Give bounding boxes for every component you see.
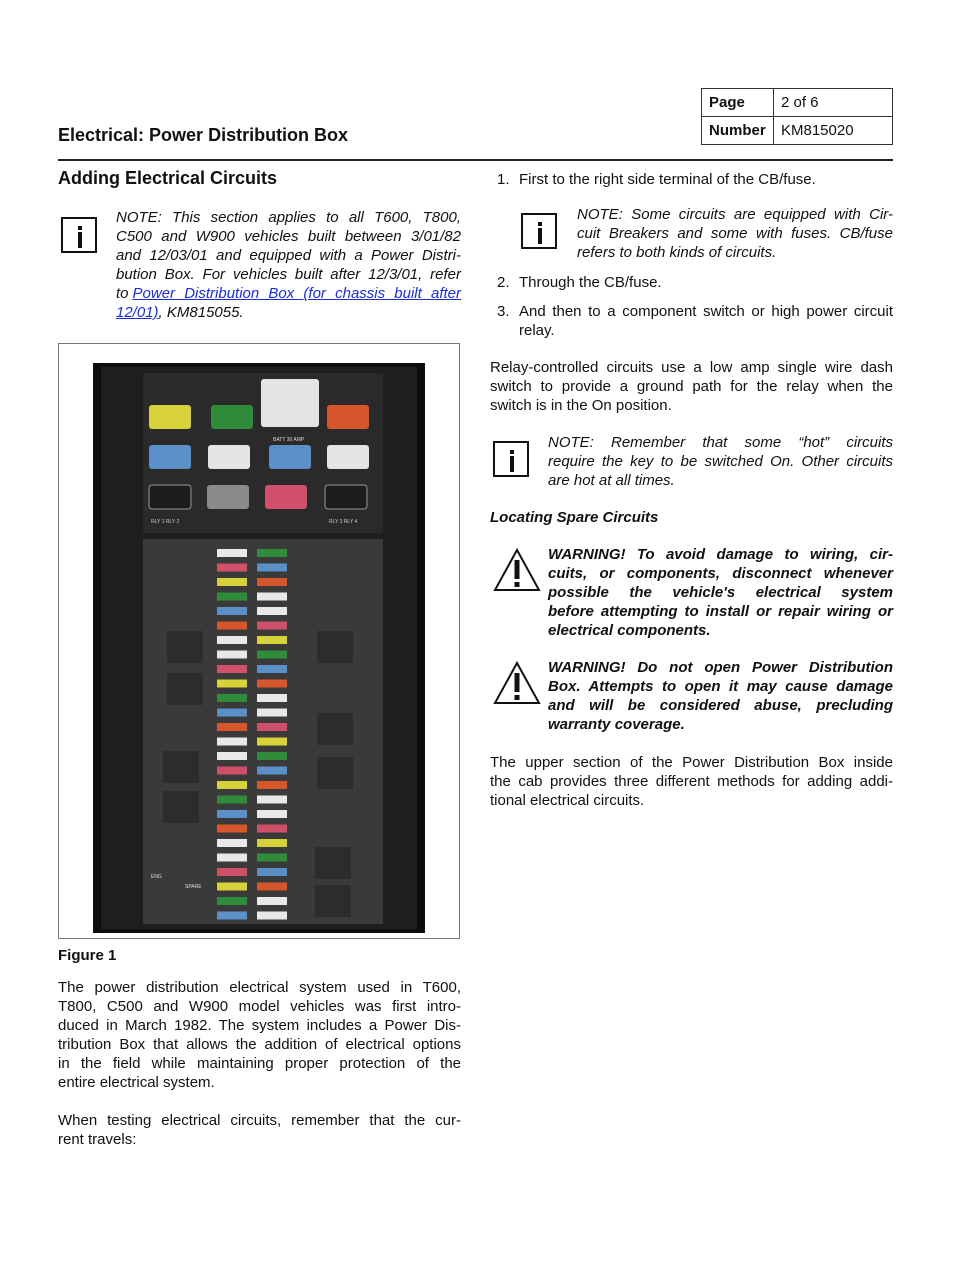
warning-line: WARNING! Do not open Power Distribution — [548, 659, 893, 676]
fuse — [217, 564, 247, 572]
page-label: Page — [702, 89, 774, 117]
fuse-box-photo — [93, 363, 425, 933]
fuse — [257, 738, 287, 746]
fuse — [257, 578, 287, 586]
fuse — [217, 549, 247, 557]
note-line: NOTE: This section applies to all T600, T800, — [116, 209, 461, 226]
fuse — [217, 607, 247, 615]
para-line: The upper section of the Power Distribution Box inside — [490, 754, 893, 771]
note-line: cuit Breakers and some with fuses. CB/fuse — [577, 225, 893, 242]
fuse — [257, 897, 287, 905]
connector-white-large — [261, 379, 319, 427]
warning-line: Box. Attempts to open it may cause damage — [548, 678, 893, 695]
number-label: Number — [702, 117, 774, 145]
note-line: bution Box. For vehicles built after 12/3/01, refer — [116, 266, 461, 283]
fuse — [217, 912, 247, 920]
connector-grey — [207, 485, 249, 509]
fuse — [257, 868, 287, 876]
fuse — [217, 622, 247, 630]
list-text: Through the CB/fuse. — [519, 274, 662, 291]
relay-paragraph — [490, 358, 893, 415]
relay — [317, 757, 353, 789]
warning-icon — [493, 548, 541, 592]
fuse — [217, 578, 247, 586]
intro-paragraph — [58, 978, 461, 1092]
connector-black-2 — [325, 485, 367, 509]
testing-paragraph — [58, 1111, 461, 1149]
connector-pink — [265, 485, 307, 509]
para-line: rent travels: — [58, 1131, 137, 1148]
para-line: in the field while maintaining proper protection of the — [58, 1055, 461, 1072]
photo-label-rly12: RLY 1 RLY 2 — [151, 519, 180, 525]
info-icon — [521, 213, 557, 249]
para-line: The power distribution electrical system used in T600, — [58, 979, 461, 996]
section-heading: Adding Electrical Circuits — [58, 168, 278, 188]
para-line: tional electrical circuits. — [490, 792, 645, 809]
list-text: And then to a component switch or high power circuit — [519, 303, 893, 320]
fuse — [257, 622, 287, 630]
page-info-table — [701, 88, 893, 145]
warning-line: cuits, or components, disconnect whenever — [548, 565, 893, 582]
para-line: switch to provide a ground path for the relay when the — [490, 378, 893, 395]
list-number: 1. — [497, 171, 510, 188]
fuse — [217, 796, 247, 804]
number-value: KM815020 — [774, 117, 893, 145]
para-line: Relay-controlled circuits use a low amp single wire dash — [490, 359, 893, 376]
connector-green — [211, 405, 253, 429]
fuse — [257, 694, 287, 702]
fuse — [257, 781, 287, 789]
connector-white-2 — [327, 445, 369, 469]
para-line: switch is in the On position. — [490, 397, 672, 414]
relay — [167, 673, 203, 705]
fuse — [257, 723, 287, 731]
fuse — [217, 868, 247, 876]
photo-label-batt: BATT 30 AMP — [273, 437, 305, 443]
connector-black-1 — [149, 485, 191, 509]
fuse — [217, 839, 247, 847]
note-line: are hot at all times. — [548, 472, 675, 489]
fuse — [257, 854, 287, 862]
warning-line: before attempting to install or repair wiring or — [548, 603, 893, 620]
note-cb-fuse — [577, 205, 893, 262]
list-text: First to the right side terminal of the CB/fuse. — [519, 171, 816, 188]
warning-line: WARNING! To avoid damage to wiring, cir- — [548, 546, 893, 563]
fuse — [217, 738, 247, 746]
fuse — [257, 665, 287, 673]
connector-white-1 — [208, 445, 250, 469]
note-line: require the key to be switched On. Other circuits — [548, 453, 893, 470]
para-line: T800, C500 and W900 model vehicles was first intro- — [58, 998, 461, 1015]
fuse — [217, 752, 247, 760]
fuse — [217, 709, 247, 717]
fuse — [217, 883, 247, 891]
note-line: NOTE: Remember that some “hot” circuits — [548, 434, 893, 451]
connector-orange — [327, 405, 369, 429]
note-applicability — [116, 208, 461, 322]
fuse — [217, 854, 247, 862]
note-line: refers to both kinds of circuits. — [577, 244, 777, 261]
fuse — [217, 694, 247, 702]
warning-line: electrical components. — [548, 622, 711, 639]
fuse — [257, 883, 287, 891]
page-value: 2 of 6 — [774, 89, 893, 117]
para-line: When testing electrical circuits, remember that the cur- — [58, 1112, 461, 1129]
list-number: 3. — [497, 303, 510, 320]
fuse — [217, 680, 247, 688]
relay — [315, 847, 351, 879]
fuse — [217, 665, 247, 673]
connector-blue-2 — [269, 445, 311, 469]
fuse — [217, 767, 247, 775]
info-icon — [61, 217, 97, 253]
fuse — [257, 825, 287, 833]
list-number: 2. — [497, 274, 510, 291]
km815055-link[interactable]: Power Distribution Box (for chassis built after — [132, 285, 461, 302]
relay — [163, 791, 199, 823]
connector-blue-1 — [149, 445, 191, 469]
photo-label-eng: ENG — [151, 874, 162, 880]
warning-disconnect — [548, 545, 893, 640]
fuse — [257, 767, 287, 775]
fuse — [217, 593, 247, 601]
note-line: NOTE: Some circuits are equipped with Cir- — [577, 206, 893, 223]
warning-line: warranty coverage. — [548, 716, 685, 733]
fuse — [217, 636, 247, 644]
fuse — [257, 636, 287, 644]
fuse — [257, 549, 287, 557]
warning-line: and will be considered abuse, precluding — [548, 697, 893, 714]
fuse — [257, 839, 287, 847]
fuse — [257, 564, 287, 572]
photo-label-rly34: RLY 3 RLY 4 — [329, 519, 358, 525]
info-icon — [493, 441, 529, 477]
fuse — [257, 680, 287, 688]
relay — [163, 751, 199, 783]
note-line: to — [116, 285, 129, 302]
warning-do-not-open — [548, 658, 893, 734]
photo-label-spare: SPARE — [185, 884, 202, 890]
fuse — [257, 912, 287, 920]
fuse — [257, 810, 287, 818]
list-text: relay. — [519, 322, 555, 339]
note-hot-circuits — [548, 433, 893, 490]
fuse — [257, 593, 287, 601]
note-line: and 12/03/01 and equipped with a Power Distri- — [116, 247, 461, 264]
list-item-3 — [497, 302, 893, 342]
relay — [317, 631, 353, 663]
warning-icon — [493, 661, 541, 705]
warning-line: possible the vehicle's electrical system — [548, 584, 893, 601]
fuse — [257, 752, 287, 760]
note-line: C500 and W900 vehicles built between 3/01/82 — [116, 228, 461, 245]
para-line: the cab provides three different methods for adding addi- — [490, 773, 893, 790]
relay — [315, 885, 351, 917]
figure-caption: Figure 1 — [58, 947, 117, 964]
connector-yellow — [149, 405, 191, 429]
upper-section-paragraph — [490, 753, 893, 810]
fuse — [217, 781, 247, 789]
fuse — [257, 651, 287, 659]
para-line: duced in March 1982. The system includes a Power Dis- — [58, 1017, 461, 1034]
para-line: entire electrical system. — [58, 1074, 215, 1091]
relay — [317, 713, 353, 745]
fuse — [257, 709, 287, 717]
document-title: Electrical: Power Distribution Box — [58, 125, 349, 145]
km815055-link-cont[interactable]: 12/01) — [116, 304, 159, 321]
header-rule — [58, 159, 893, 161]
fuse — [217, 651, 247, 659]
fuse — [217, 897, 247, 905]
relay — [167, 631, 203, 663]
subheading-spare-circuits: Locating Spare Circuits — [490, 509, 659, 526]
fuse — [217, 723, 247, 731]
fuse — [257, 796, 287, 804]
note-line: , KM815055. — [158, 304, 244, 321]
fuse — [257, 607, 287, 615]
fuse — [217, 810, 247, 818]
fuse — [217, 825, 247, 833]
para-line: tribution Box that allows the addition of electrical options — [58, 1036, 461, 1053]
